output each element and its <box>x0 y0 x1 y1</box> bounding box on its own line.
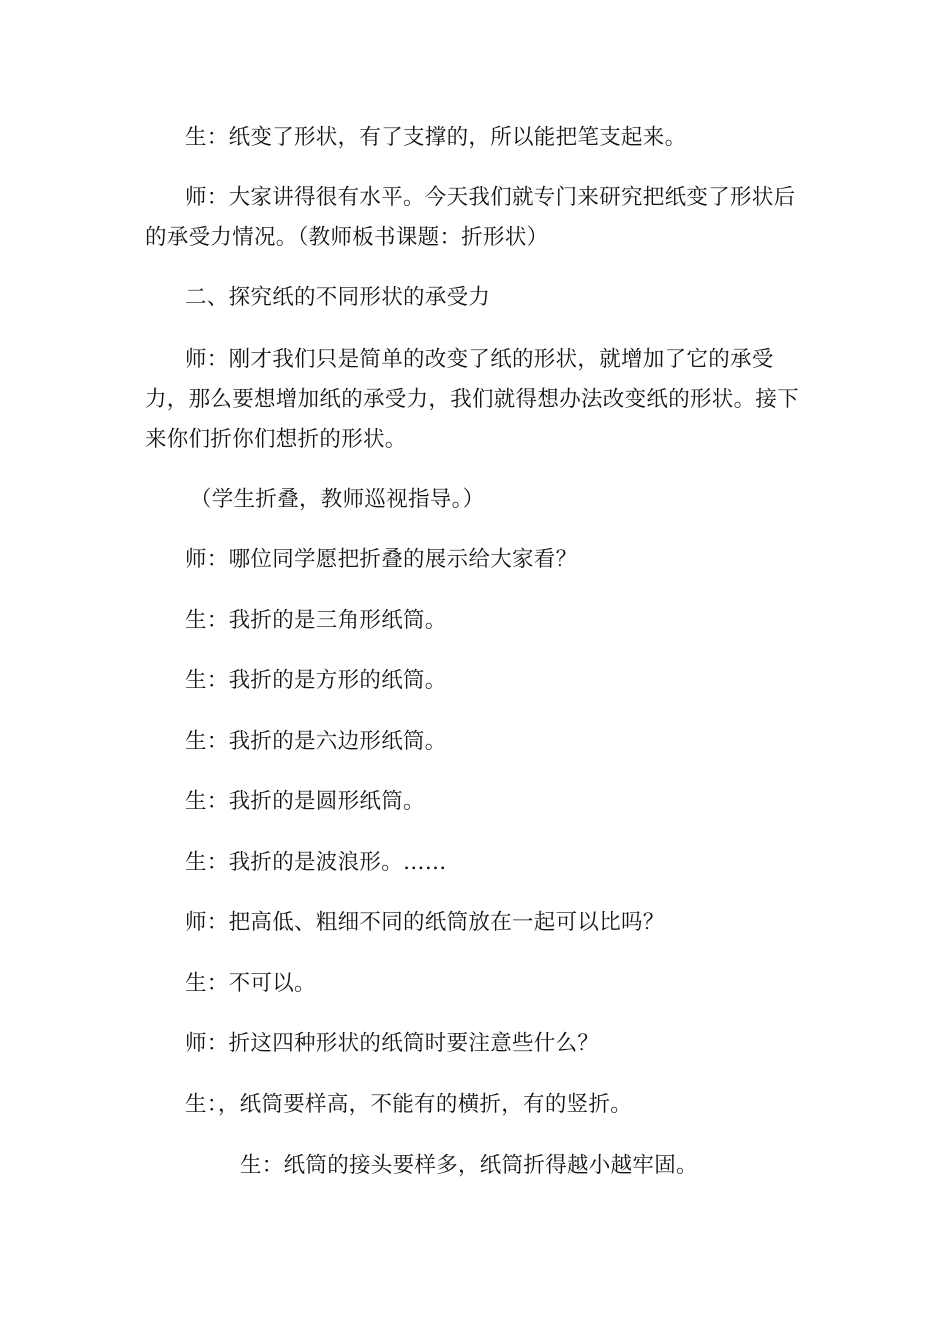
paragraph-teacher-4: 师：把高低、粗细不同的纸筒放在一起可以比吗？ <box>185 910 665 935</box>
paragraph-student-8: 生：，纸筒要样高，不能有的横折，有的竖折。 <box>185 1092 633 1117</box>
paragraph-stage-direction: （学生折叠，教师巡视指导。） <box>190 487 485 512</box>
paragraph-teacher-2: 师：刚才我们只是简单的改变了纸的形状，就增加了它的承受力，那么要想增加纸的承受力，我们就得想办法改变纸的形状。接下来你们折你们想折的形状。 <box>145 347 800 452</box>
paragraph-student-5: 生：我折的是圆形纸筒。 <box>185 789 425 814</box>
paragraph-student-9: 生：纸筒的接头要样多，纸筒折得越小越牢固。 <box>240 1153 698 1178</box>
paragraph-student-3: 生：我折的是方形的纸筒。 <box>185 668 447 693</box>
paragraph-student-2: 生：我折的是三角形纸筒。 <box>185 608 447 633</box>
paragraph-student-6: 生：我折的是波浪形。…… <box>185 850 447 875</box>
paragraph-teacher-5: 师：折这四种形状的纸筒时要注意些什么？ <box>185 1031 600 1056</box>
paragraph-teacher-1: 师：大家讲得很有水平。今天我们就专门来研究把纸变了形状后的承受力情况。（教师板书课题：折形状） <box>145 185 796 250</box>
paragraph-teacher-3: 师：哪位同学愿把折叠的展示给大家看？ <box>185 547 578 572</box>
paragraph-student-7: 生：不可以。 <box>185 971 316 996</box>
paragraph-student-4: 生：我折的是六边形纸筒。 <box>185 729 447 754</box>
paragraph-student-1: 生：纸变了形状，有了支撑的，所以能把笔支起来。 <box>185 125 687 150</box>
section-heading: 二、探究纸的不同形状的承受力 <box>185 285 491 310</box>
